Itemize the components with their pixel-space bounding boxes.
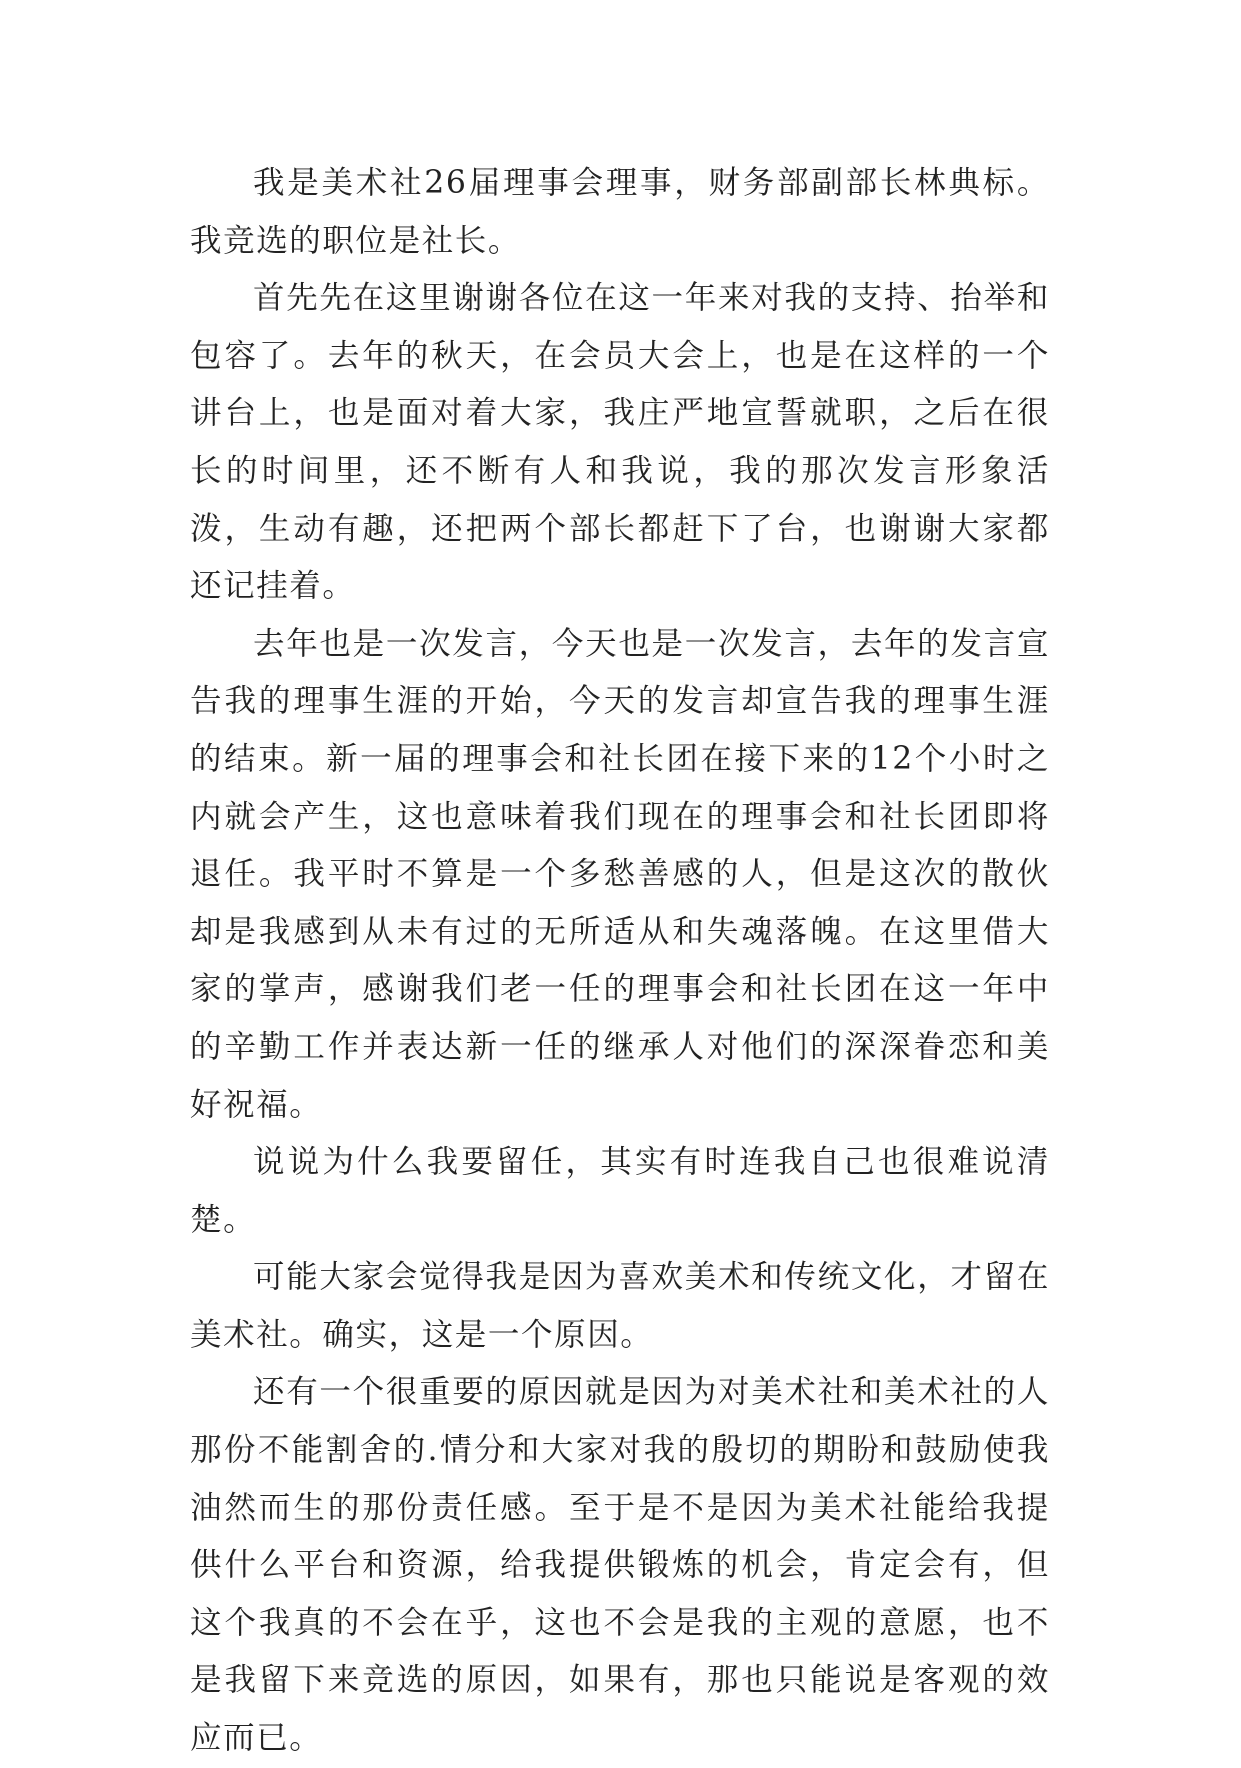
paragraph-2: 首先先在这里谢谢各位在这一年来对我的支持、抬举和包容了。去年的秋天，在会员大会上，也是在这样的一个讲台上，也是面对着大家，我庄严地宣誓就职，之后在很长的时间里，还不断有人和我说，我的那次发言形象活泼，生动有趣，还把两个部长都赶下了台，也谢谢大家都还记挂着。 [190,280,1050,605]
paragraph-4: 说说为什么我要留任，其实有时连我自己也很难说清楚。 [190,1144,1050,1238]
paragraph-3: 去年也是一次发言，今天也是一次发言，去年的发言宣告我的理事生涯的开始，今天的发言却宣告我的理事生涯的结束。新一届的理事会和社长团在接下来的12个小时之内就会产生，这也意味着我们现在的理事会和社长团即将退任。我平时不算是一个多愁善感的人，但是这次的散伙却是我感到从未有过的无所适从和失魂落魄。在这里借大家的掌声，感谢我们老一任的理事会和社长团在这一年中的辛勤工作并表达新一任的继承人对他们的深深眷恋和美好祝福。 [190,625,1050,1123]
paragraph-1: 我是美术社26届理事会理事，财务部副部长林典标。我竞选的职位是社长。 [190,165,1050,259]
paragraph-6: 还有一个很重要的原因就是因为对美术社和美术社的人那份不能割舍的.情分和大家对我的殷切的期盼和鼓励使我油然而生的那份责任感。至于是不是因为美术社能给我提供什么平台和资源，给我提供锻炼的机会，肯定会有，但这个我真的不会在乎，这也不会是我的主观的意愿，也不是我留下来竞选的原因，如果有，那也只能说是客观的效应而已。 [190,1374,1050,1757]
document-body [190,155,1050,1768]
paragraph-5: 可能大家会觉得我是因为喜欢美术和传统文化，才留在美术社。确实，这是一个原因。 [190,1259,1050,1353]
